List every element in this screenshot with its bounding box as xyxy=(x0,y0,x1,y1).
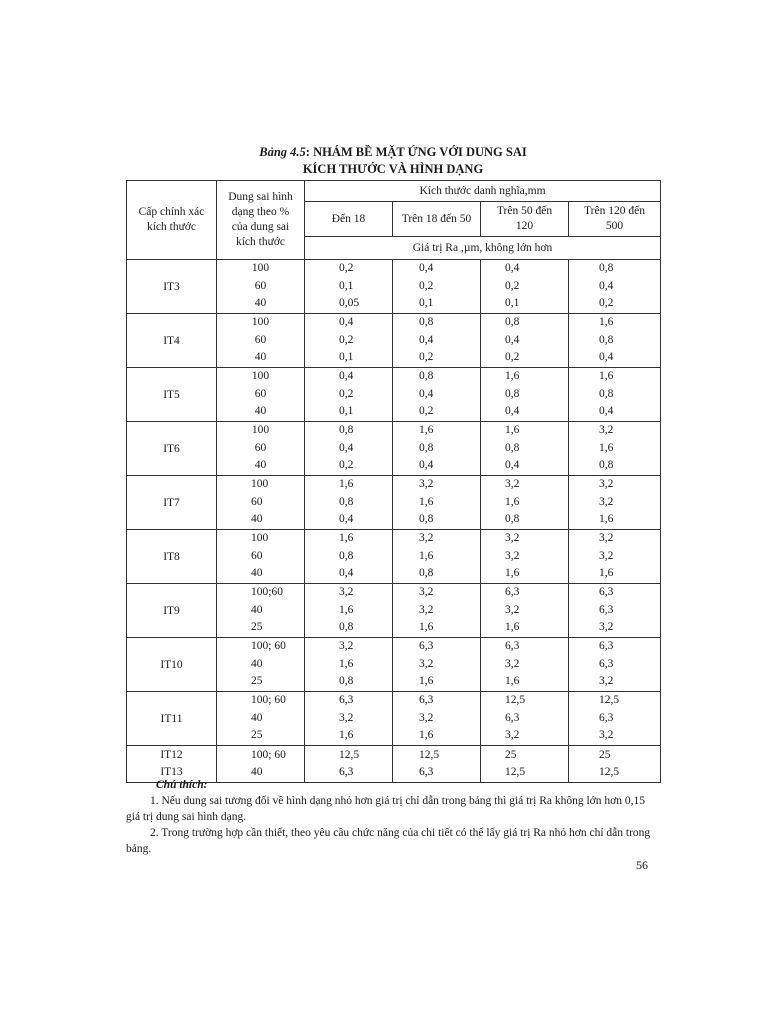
value-cell-4-value: 12,5 xyxy=(599,694,620,707)
value-cell-3-value: 1,6 xyxy=(505,424,520,437)
note-1: 1. Nếu dung sai tương đối về hình dạng nhỏ hơn giá trị chỉ dẫn trong bảng thì giá trị Ra không lớn hơn 0,15 giá trị dung sai hình dạng. xyxy=(126,795,645,823)
value-cell-4-value: 3,2 xyxy=(599,478,614,491)
value-cell-3-value: 0,4 xyxy=(505,333,520,346)
value-cell-1 xyxy=(305,260,393,314)
value-cell-2-value: 0,4 xyxy=(419,333,434,346)
notes xyxy=(126,777,660,857)
value-cell-2 xyxy=(393,584,481,638)
value-cell-3 xyxy=(481,368,569,422)
value-cell-2-value: 6,3 xyxy=(419,640,434,653)
value-cell-3-value: 1,6 xyxy=(505,567,520,580)
header-value-row: Giá trị Ra ,µm, không lớn hơn xyxy=(305,237,661,260)
value-cell-4-value: 6,3 xyxy=(599,603,614,616)
note-2: 2. Trong trường hợp cần thiết, theo yêu cầu chức năng của chi tiết có thể lấy giá trị Ra nhỏ hơn chỉ dẫn trong bảng. xyxy=(126,827,651,855)
value-cell-3 xyxy=(481,530,569,584)
value-cell-2-value: 0,4 xyxy=(419,387,434,400)
pct-cell-value: 40 xyxy=(254,297,267,310)
value-cell-4-value: 0,4 xyxy=(599,405,614,418)
pct-cell-value: 40 xyxy=(251,766,263,778)
table-row xyxy=(127,476,661,530)
value-cell-4-value: 3,2 xyxy=(599,675,614,688)
pct-cell-value: 60 xyxy=(254,387,267,400)
value-cell-2 xyxy=(393,260,481,314)
value-cell-1 xyxy=(305,692,393,746)
value-cell-1-value: 0,1 xyxy=(339,405,354,418)
value-cell-3-value: 3,2 xyxy=(505,478,520,491)
pct-cell xyxy=(217,422,305,476)
value-cell-3-value: 0,2 xyxy=(505,351,520,364)
value-cell-1-value: 0,8 xyxy=(339,549,354,562)
pct-cell-value: 100; 60 xyxy=(251,748,286,761)
value-cell-2-value: 1,6 xyxy=(419,621,434,634)
value-cell-1-value: 3,2 xyxy=(339,711,354,724)
value-cell-3-value: 1,6 xyxy=(505,621,520,634)
value-cell-3-value: 1,6 xyxy=(505,495,520,508)
notes-title: Chú thích: xyxy=(156,779,208,791)
value-cell-3 xyxy=(481,584,569,638)
value-cell-4-value: 6,3 xyxy=(599,657,614,670)
value-cell-4 xyxy=(569,638,661,692)
value-cell-2-value: 3,2 xyxy=(419,532,434,545)
pct-cell-value: 40 xyxy=(251,603,263,616)
value-cell-2-value: 6,3 xyxy=(419,766,434,778)
value-cell-2-value: 3,2 xyxy=(419,603,434,616)
pct-cell-value: 25 xyxy=(251,675,263,688)
pct-cell-value: 25 xyxy=(251,729,263,742)
value-cell-2 xyxy=(393,530,481,584)
value-cell-1-value: 0,2 xyxy=(339,387,354,400)
value-cell-2-value: 3,2 xyxy=(419,711,434,724)
pct-cell-value: 60 xyxy=(251,549,263,562)
value-cell-1-value: 0,4 xyxy=(339,370,354,383)
value-cell-2-value: 0,1 xyxy=(419,297,434,310)
value-cell-2-value: 1,6 xyxy=(419,549,434,562)
value-cell-3-value: 0,8 xyxy=(505,387,520,400)
pct-cell-value: 100 xyxy=(251,316,270,329)
value-cell-2-value: 0,8 xyxy=(419,567,434,580)
value-cell-4-value: 3,2 xyxy=(599,549,614,562)
value-cell-4 xyxy=(569,314,661,368)
value-cell-1 xyxy=(305,476,393,530)
pct-cell-value: 40 xyxy=(251,513,263,526)
value-cell-1-value: 0,2 xyxy=(339,333,354,346)
value-cell-4 xyxy=(569,530,661,584)
value-cell-2-value: 0,2 xyxy=(419,405,434,418)
value-cell-1-value: 0,1 xyxy=(339,279,354,292)
value-cell-3-value: 0,4 xyxy=(505,405,520,418)
value-cell-4-value: 1,6 xyxy=(599,370,614,383)
value-cell-1-value: 0,1 xyxy=(339,351,354,364)
value-cell-1-value: 1,6 xyxy=(339,603,354,616)
header-nominal-size: Kích thước danh nghĩa,mm xyxy=(305,181,661,202)
value-cell-2 xyxy=(393,422,481,476)
table-row xyxy=(127,314,661,368)
value-cell-1-value: 0,4 xyxy=(339,316,354,329)
value-cell-4-value: 3,2 xyxy=(599,532,614,545)
value-cell-1-value: 6,3 xyxy=(339,766,354,778)
pct-cell xyxy=(217,260,305,314)
value-cell-3-value: 1,6 xyxy=(505,370,520,383)
table-row xyxy=(127,584,661,638)
value-cell-3 xyxy=(481,314,569,368)
value-cell-4-value: 12,5 xyxy=(599,766,620,778)
value-cell-1-value: 0,8 xyxy=(339,495,354,508)
value-cell-4-value: 3,2 xyxy=(599,729,614,742)
value-cell-4-value: 0,8 xyxy=(599,387,614,400)
value-cell-1-value: 1,6 xyxy=(339,657,354,670)
value-cell-2-value: 0,4 xyxy=(419,262,434,275)
table-row xyxy=(127,260,661,314)
value-cell-3-value: 3,2 xyxy=(505,532,520,545)
value-cell-3-value: 0,1 xyxy=(505,297,520,310)
pct-cell-value: 40 xyxy=(251,711,263,724)
value-cell-4-value: 1,6 xyxy=(599,316,614,329)
grade-cell: IT8 xyxy=(127,530,217,584)
value-cell-4-value: 3,2 xyxy=(599,424,614,437)
value-cell-3-value: 0,4 xyxy=(505,459,520,472)
grade-cell: IT6 xyxy=(127,422,217,476)
grade-cell: IT11 xyxy=(127,692,217,746)
pct-cell-value: 100 xyxy=(251,370,270,383)
value-cell-1 xyxy=(305,638,393,692)
value-cell-4-value: 0,8 xyxy=(599,333,614,346)
header-grade: Cấp chính xác kích thước xyxy=(127,181,217,260)
value-cell-1-value: 1,6 xyxy=(339,532,354,545)
value-cell-3-value: 0,4 xyxy=(505,262,520,275)
grade-cell: IT4 xyxy=(127,314,217,368)
header-form-tolerance: Dung sai hình dạng theo % của dung sai kích thước xyxy=(217,181,305,260)
pct-cell-value: 40 xyxy=(254,351,267,364)
value-cell-3 xyxy=(481,692,569,746)
value-cell-2-value: 1,6 xyxy=(419,495,434,508)
value-cell-3-value: 12,5 xyxy=(505,694,526,707)
value-cell-1 xyxy=(305,530,393,584)
grade-cell: IT3 xyxy=(127,260,217,314)
value-cell-4-value: 0,8 xyxy=(599,459,614,472)
pct-cell-value: 60 xyxy=(254,441,267,454)
value-cell-3-value: 0,8 xyxy=(505,316,520,329)
value-cell-1-value: 1,6 xyxy=(339,729,354,742)
pct-cell xyxy=(217,476,305,530)
value-cell-2-value: 3,2 xyxy=(419,586,434,599)
table-row xyxy=(127,692,661,746)
value-cell-2-value: 1,6 xyxy=(419,424,434,437)
value-cell-3 xyxy=(481,422,569,476)
roughness-table xyxy=(126,180,661,783)
value-cell-2-value: 0,8 xyxy=(419,441,434,454)
pct-cell-value: 100 xyxy=(251,424,270,437)
value-cell-4-value: 0,4 xyxy=(599,279,614,292)
value-cell-2-value: 0,8 xyxy=(419,513,434,526)
table-row xyxy=(127,368,661,422)
value-cell-3-value: 3,2 xyxy=(505,657,520,670)
value-cell-1 xyxy=(305,584,393,638)
table-row xyxy=(127,530,661,584)
value-cell-2-value: 3,2 xyxy=(419,478,434,491)
value-cell-2 xyxy=(393,314,481,368)
grade-cell-value: IT12 xyxy=(160,748,183,761)
value-cell-4-value: 1,6 xyxy=(599,513,614,526)
caption-line1: : NHÁM BỀ MẶT ỨNG VỚI DUNG SAI xyxy=(305,145,527,159)
value-cell-2-value: 0,2 xyxy=(419,279,434,292)
value-cell-3 xyxy=(481,260,569,314)
value-cell-2-value: 0,4 xyxy=(419,459,434,472)
value-cell-1-value: 12,5 xyxy=(339,748,360,761)
value-cell-3-value: 3,2 xyxy=(505,549,520,562)
pct-cell-value: 60 xyxy=(251,495,263,508)
value-cell-1-value: 0,4 xyxy=(339,567,354,580)
value-cell-4-value: 6,3 xyxy=(599,640,614,653)
value-cell-3-value: 12,5 xyxy=(505,766,526,778)
value-cell-4-value: 0,2 xyxy=(599,297,614,310)
value-cell-4 xyxy=(569,260,661,314)
pct-cell-value: 40 xyxy=(251,567,263,580)
value-cell-2 xyxy=(393,476,481,530)
value-cell-2-value: 6,3 xyxy=(419,694,434,707)
pct-cell xyxy=(217,584,305,638)
value-cell-3-value: 25 xyxy=(505,748,517,761)
value-cell-2-value: 0,8 xyxy=(419,370,434,383)
value-cell-2-value: 3,2 xyxy=(419,657,434,670)
value-cell-1-value: 6,3 xyxy=(339,694,354,707)
pct-cell-value: 100; 60 xyxy=(251,640,286,653)
value-cell-1-value: 0,2 xyxy=(339,459,354,472)
pct-cell-value: 100; 60 xyxy=(251,694,286,707)
pct-cell xyxy=(217,368,305,422)
pct-cell xyxy=(217,692,305,746)
value-cell-4 xyxy=(569,476,661,530)
value-cell-2-value: 0,2 xyxy=(419,351,434,364)
value-cell-2-value: 1,6 xyxy=(419,675,434,688)
grade-cell: IT10 xyxy=(127,638,217,692)
header-size-2: Trên 18 đến 50 xyxy=(393,202,481,237)
table-caption xyxy=(126,144,660,178)
value-cell-3-value: 1,6 xyxy=(505,675,520,688)
value-cell-4-value: 1,6 xyxy=(599,567,614,580)
grade-cell-value: IT13 xyxy=(160,766,183,778)
pct-cell-value: 100 xyxy=(251,262,270,275)
pct-cell-value: 25 xyxy=(251,621,263,634)
value-cell-1 xyxy=(305,314,393,368)
value-cell-3-value: 3,2 xyxy=(505,603,520,616)
pct-cell xyxy=(217,638,305,692)
value-cell-1-value: 1,6 xyxy=(339,478,354,491)
value-cell-4-value: 25 xyxy=(599,748,611,761)
header-size-1: Đến 18 xyxy=(305,202,393,237)
value-cell-4-value: 6,3 xyxy=(599,711,614,724)
pct-cell-value: 60 xyxy=(254,333,267,346)
caption-label: Bảng 4.5 xyxy=(259,145,306,159)
value-cell-4 xyxy=(569,692,661,746)
value-cell-2-value: 12,5 xyxy=(419,748,440,761)
value-cell-3-value: 6,3 xyxy=(505,711,520,724)
value-cell-4-value: 6,3 xyxy=(599,586,614,599)
grade-cell: IT5 xyxy=(127,368,217,422)
pct-cell-value: 100 xyxy=(251,478,269,491)
pct-cell xyxy=(217,530,305,584)
value-cell-4 xyxy=(569,422,661,476)
value-cell-3-value: 6,3 xyxy=(505,586,520,599)
value-cell-1-value: 0,05 xyxy=(339,297,360,310)
table-row xyxy=(127,638,661,692)
pct-cell-value: 40 xyxy=(251,657,263,670)
page-number: 56 xyxy=(636,858,648,872)
pct-cell-value: 60 xyxy=(254,279,267,292)
value-cell-2-value: 0,8 xyxy=(419,316,434,329)
value-cell-1 xyxy=(305,422,393,476)
value-cell-3 xyxy=(481,638,569,692)
value-cell-3-value: 0,8 xyxy=(505,441,520,454)
value-cell-2 xyxy=(393,368,481,422)
value-cell-4 xyxy=(569,584,661,638)
header-size-4: Trên 120 đến 500 xyxy=(569,202,661,237)
value-cell-1 xyxy=(305,368,393,422)
value-cell-1-value: 0,8 xyxy=(339,424,354,437)
value-cell-1-value: 0,4 xyxy=(339,441,354,454)
value-cell-4-value: 0,8 xyxy=(599,262,614,275)
value-cell-4-value: 1,6 xyxy=(599,441,614,454)
value-cell-3-value: 0,8 xyxy=(505,513,520,526)
value-cell-4-value: 0,4 xyxy=(599,351,614,364)
pct-cell-value: 100;60 xyxy=(251,586,283,599)
value-cell-2 xyxy=(393,692,481,746)
value-cell-1-value: 0,8 xyxy=(339,675,354,688)
table-row xyxy=(127,422,661,476)
value-cell-3-value: 6,3 xyxy=(505,640,520,653)
pct-cell-value: 100 xyxy=(251,532,269,545)
value-cell-1-value: 3,2 xyxy=(339,586,354,599)
value-cell-3 xyxy=(481,476,569,530)
value-cell-1-value: 0,4 xyxy=(339,513,354,526)
pct-cell-value: 40 xyxy=(254,405,267,418)
grade-cell: IT7 xyxy=(127,476,217,530)
value-cell-3-value: 3,2 xyxy=(505,729,520,742)
value-cell-1-value: 0,2 xyxy=(339,262,354,275)
caption-line2: KÍCH THƯỚC VÀ HÌNH DẠNG xyxy=(302,162,484,176)
header-size-3: Trên 50 đến 120 xyxy=(481,202,569,237)
value-cell-4-value: 3,2 xyxy=(599,495,614,508)
value-cell-4 xyxy=(569,368,661,422)
pct-cell-value: 40 xyxy=(254,459,267,472)
value-cell-2 xyxy=(393,638,481,692)
table-body xyxy=(127,260,661,783)
value-cell-3-value: 0,2 xyxy=(505,279,520,292)
value-cell-2-value: 1,6 xyxy=(419,729,434,742)
pct-cell xyxy=(217,314,305,368)
value-cell-1-value: 3,2 xyxy=(339,640,354,653)
value-cell-1-value: 0,8 xyxy=(339,621,354,634)
value-cell-4-value: 3,2 xyxy=(599,621,614,634)
grade-cell: IT9 xyxy=(127,584,217,638)
